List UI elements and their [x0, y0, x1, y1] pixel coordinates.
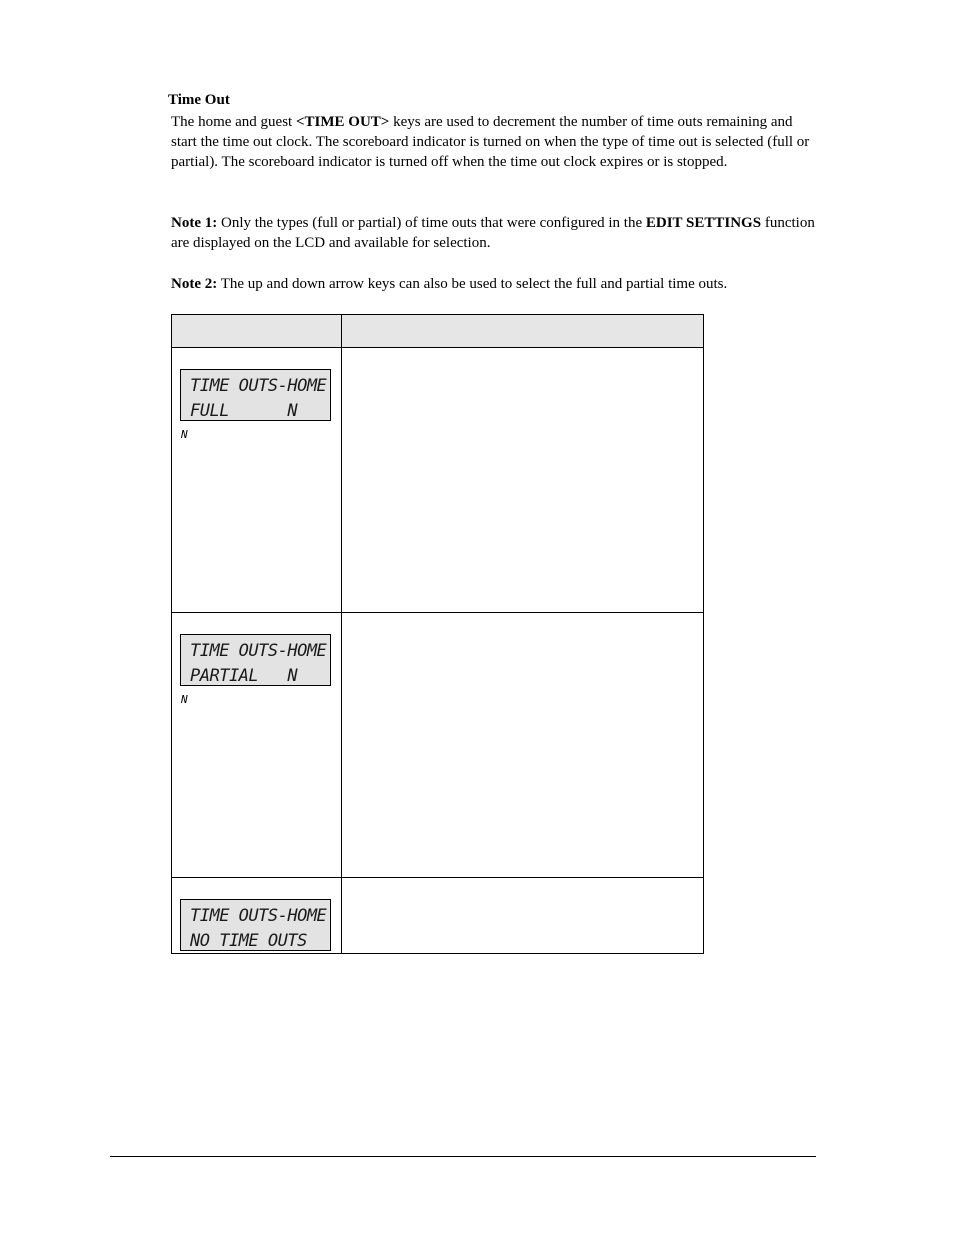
section-heading: Time Out: [168, 92, 230, 108]
lcd-display-full: [180, 369, 331, 421]
row-divider: [172, 877, 703, 878]
note-1: [171, 213, 816, 253]
lcd-line-1: TIME OUTS-HOME: [190, 641, 327, 661]
time-out-key: <TIME OUT>: [295, 114, 390, 130]
intro-post: keys are used to decrement the number of time outs remaining and start the time out clock. The scoreboard indicator is turned on when the type of time out is selected (full or partial). The scoreboard indicator is turned off when the time out clock expires or is stopped.: [171, 114, 810, 170]
intro-paragraph: [171, 112, 816, 172]
note-2-text: The up and down arrow keys can also be used to select the full and partial time outs.: [217, 276, 728, 292]
note-1-label: Note 1:: [171, 215, 218, 231]
note-1-post: function are displayed on the LCD and available for selection.: [171, 215, 815, 251]
table-header: [172, 315, 703, 348]
lcd-line-2: PARTIAL N: [190, 666, 298, 686]
lcd-line-1: TIME OUTS-HOME: [190, 376, 327, 396]
lcd-line-1: TIME OUTS-HOME: [190, 906, 327, 926]
edit-settings-key: EDIT SETTINGS: [645, 215, 762, 231]
column-divider: [341, 315, 342, 953]
footer-rule: [110, 1156, 816, 1157]
intro-pre: The home and guest: [171, 114, 296, 130]
lcd-note: N: [181, 428, 188, 441]
lcd-line-2: FULL N: [190, 401, 298, 421]
note-2-label: Note 2:: [171, 276, 218, 292]
note-1-pre: Only the types (full or partial) of time outs that were configured in the: [217, 215, 646, 231]
lcd-line-2: NO TIME OUTS: [190, 931, 307, 951]
lcd-display-partial: [180, 634, 331, 686]
lcd-note: N: [181, 693, 188, 706]
lcd-table: [171, 314, 704, 954]
note-2: [171, 274, 816, 294]
lcd-display-none: [180, 899, 331, 951]
row-divider: [172, 612, 703, 613]
